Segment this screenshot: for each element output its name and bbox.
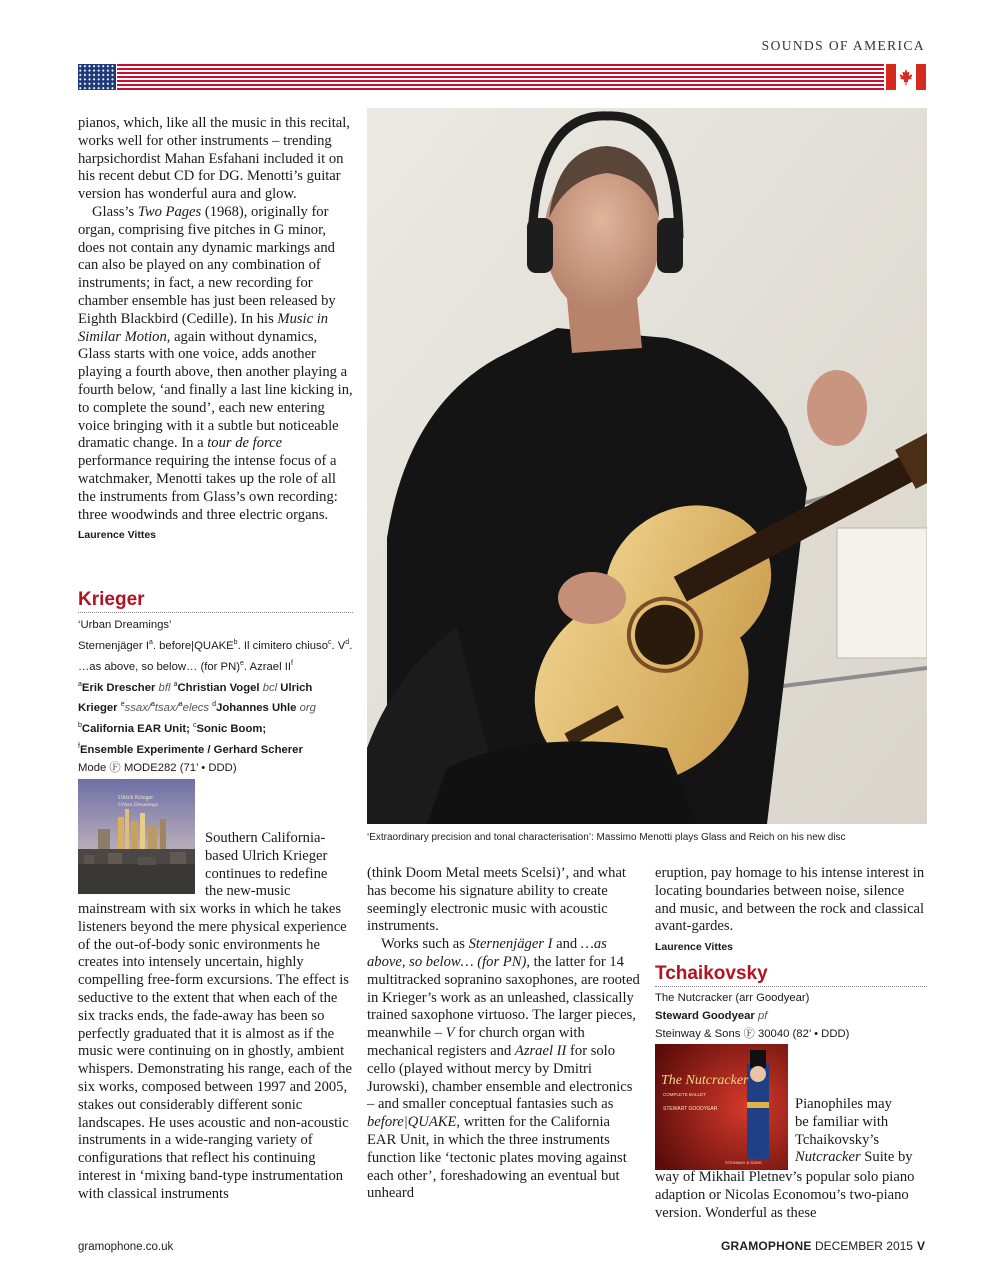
nutcracker-album-cover (655, 1044, 788, 1170)
performers: $^a$Erik Drescher bfl $^a$Christian Vogel bcl Ulrich Krieger $^e$ssax/$^a$tsax/$^a$elecs $^d$Johannes Uhle org $^b$California EAR Unit; $^c$Sonic Boom; $^f$Ensemble Experimente / Gerhard Scherer (78, 680, 316, 756)
krieger-text-col2: (think Doom Metal meets Scelsi)’, and what has become his signature ability to create seemingly electronic music with acoustic instruments. Works such as Sternenjäger I and …as above, so below… (for PN), the latter for 14 multitracked sopranino saxophones, are rooted in Krieger’s work as an unleashed, classically trained saxophone virtuoso. The larger pieces, meanwhile – V for church organ with mechanical registers and Azrael II for solo cello (played without mercy by Dmitri Jurowski), chamber ensemble and electronics – and smaller conceptual fantasies such as before|QUAKE, written for the California EAR Unit, in which the three instruments function like ‘tectonic plates moving against each other’, foreshadowing an eventual but unheard (367, 865, 640, 1202)
svg-text:Urban Dreamings: Urban Dreamings (118, 802, 158, 808)
tchaikovsky-text-wrap: Pianophiles may be familiar with Tchaikovsky’s Nutcracker Suite by (795, 1096, 913, 1166)
performer-photo (367, 108, 927, 824)
photo-caption: ‘Extraordinary precision and tonal characterisation’: Massimo Menotti plays Glass and Reich on his new disc (367, 832, 846, 843)
krieger-text-wrap: Southern California- based Ulrich Krieger continues to redefine the new-music (205, 830, 328, 900)
krieger-review-header (78, 589, 353, 777)
flag-banner (78, 64, 926, 90)
footer-masthead: GRAMOPHONE DECEMBER 2015 V (720, 1239, 925, 1253)
us-flag-icon (78, 64, 116, 90)
label-catalogue: Steinway & Sons Ⓕ 30040 (82’ • DDD) (655, 1028, 850, 1040)
review-heading: Tchaikovsky (655, 963, 927, 987)
svg-text:STEINWAY & SONS: STEINWAY & SONS (725, 1160, 762, 1165)
paragraph: pianos, which, like all the music in this recital, works well for other instruments – trending harpsichordist Mahan Esfahani included it on his recent debut CD for DG. Menotti’s guitar version has wonderful aura and glow. (78, 115, 350, 203)
performer: Steward Goodyear pf (655, 1010, 768, 1022)
paragraph: Glass’s Two Pages (1968), originally for organ, comprising five pitches in G minor, does not contain any dynamic markings and can also be played on any combination of instruments; in fact, a new recording for chamber ensemble has just been released by Eighth Blackbird (Cedille). In his Music in Similar Motion, again without dynamics, Glass starts with one voice, adds another playing a fourth above, then another playing a fourth below, ‘and finally a last line kicking in, to complete the sound’, each new entering voice bringing with it a subtle but noticeable dramatic change. In a tour de force performance requiring the intense focus of a watchmaker, Menotti takes up the role of all the instruments from Glass’s own recording: three woodwinds and three electric organs. (78, 203, 353, 523)
svg-text:COMPLETE BALLET: COMPLETE BALLET (663, 1092, 706, 1097)
canada-flag-icon (886, 64, 926, 90)
album-title: ‘Urban Dreamings’ (78, 619, 172, 631)
tchaikovsky-review-header (655, 963, 927, 1043)
krieger-text-col1: mainstream with six works in which he takes listeners beyond the mere physical experience of the out-of-body sonic environments he creates into intensely uncertain, highly compelling free-form excursions. The effect is seductive to the extent that when each of the six tracks ends, the fade-away has been so perfectly graduated that it is almost as if the music were continuing on in ghostly, ambient whispers. Demonstrating his range, each of the six works, composed between 1997 and 2005, stakes out considerably different sonic landscapes. He uses acoustic and non-acoustic instruments in a wide-ranging variety of configurations that reflect his continuing interest in ‘mixing band-type instrumentation with classical instruments (78, 901, 352, 1202)
byline: Laurence Vittes (78, 529, 157, 542)
review-heading: Krieger (78, 589, 353, 613)
svg-text:STEWART GOODYEAR: STEWART GOODYEAR (663, 1106, 718, 1112)
label-catalogue: Mode Ⓕ MODE282 (71’ • DDD) (78, 761, 237, 774)
album-details (78, 616, 353, 777)
svg-text:Ulrich Krieger: Ulrich Krieger (118, 795, 154, 801)
album-details (655, 989, 927, 1043)
byline: Laurence Vittes (655, 941, 734, 954)
krieger-text-col3: eruption, pay homage to his intense interest in locating boundaries between noise, silence and music, and between the rock and classical avant-gardes. Laurence Vittes (655, 865, 927, 957)
maple-leaf-icon (897, 68, 915, 86)
footer-website: gramophone.co.uk (78, 1241, 174, 1253)
glass-review-continuation (78, 115, 353, 545)
svg-text:The Nutcracker: The Nutcracker (661, 1073, 749, 1088)
krieger-album-cover (78, 779, 195, 894)
tchaikovsky-text: way of Mikhail Pletnev’s popular solo piano adaption or Nicolas Economou’s two-piano version. Wonderful as these (655, 1169, 915, 1221)
work-title: The Nutcracker (arr Goodyear) (655, 992, 810, 1004)
flag-stripes (117, 64, 884, 90)
works-list: Sternenjäger $I^a$. before|QUAKE$^b$. Il cimitero chiuso$^c$. $V^d$. …as above, so below… (for PN)$^e$. Azrael $II^f$ (78, 639, 353, 673)
section-label: SOUNDS OF AMERICA (761, 38, 925, 53)
